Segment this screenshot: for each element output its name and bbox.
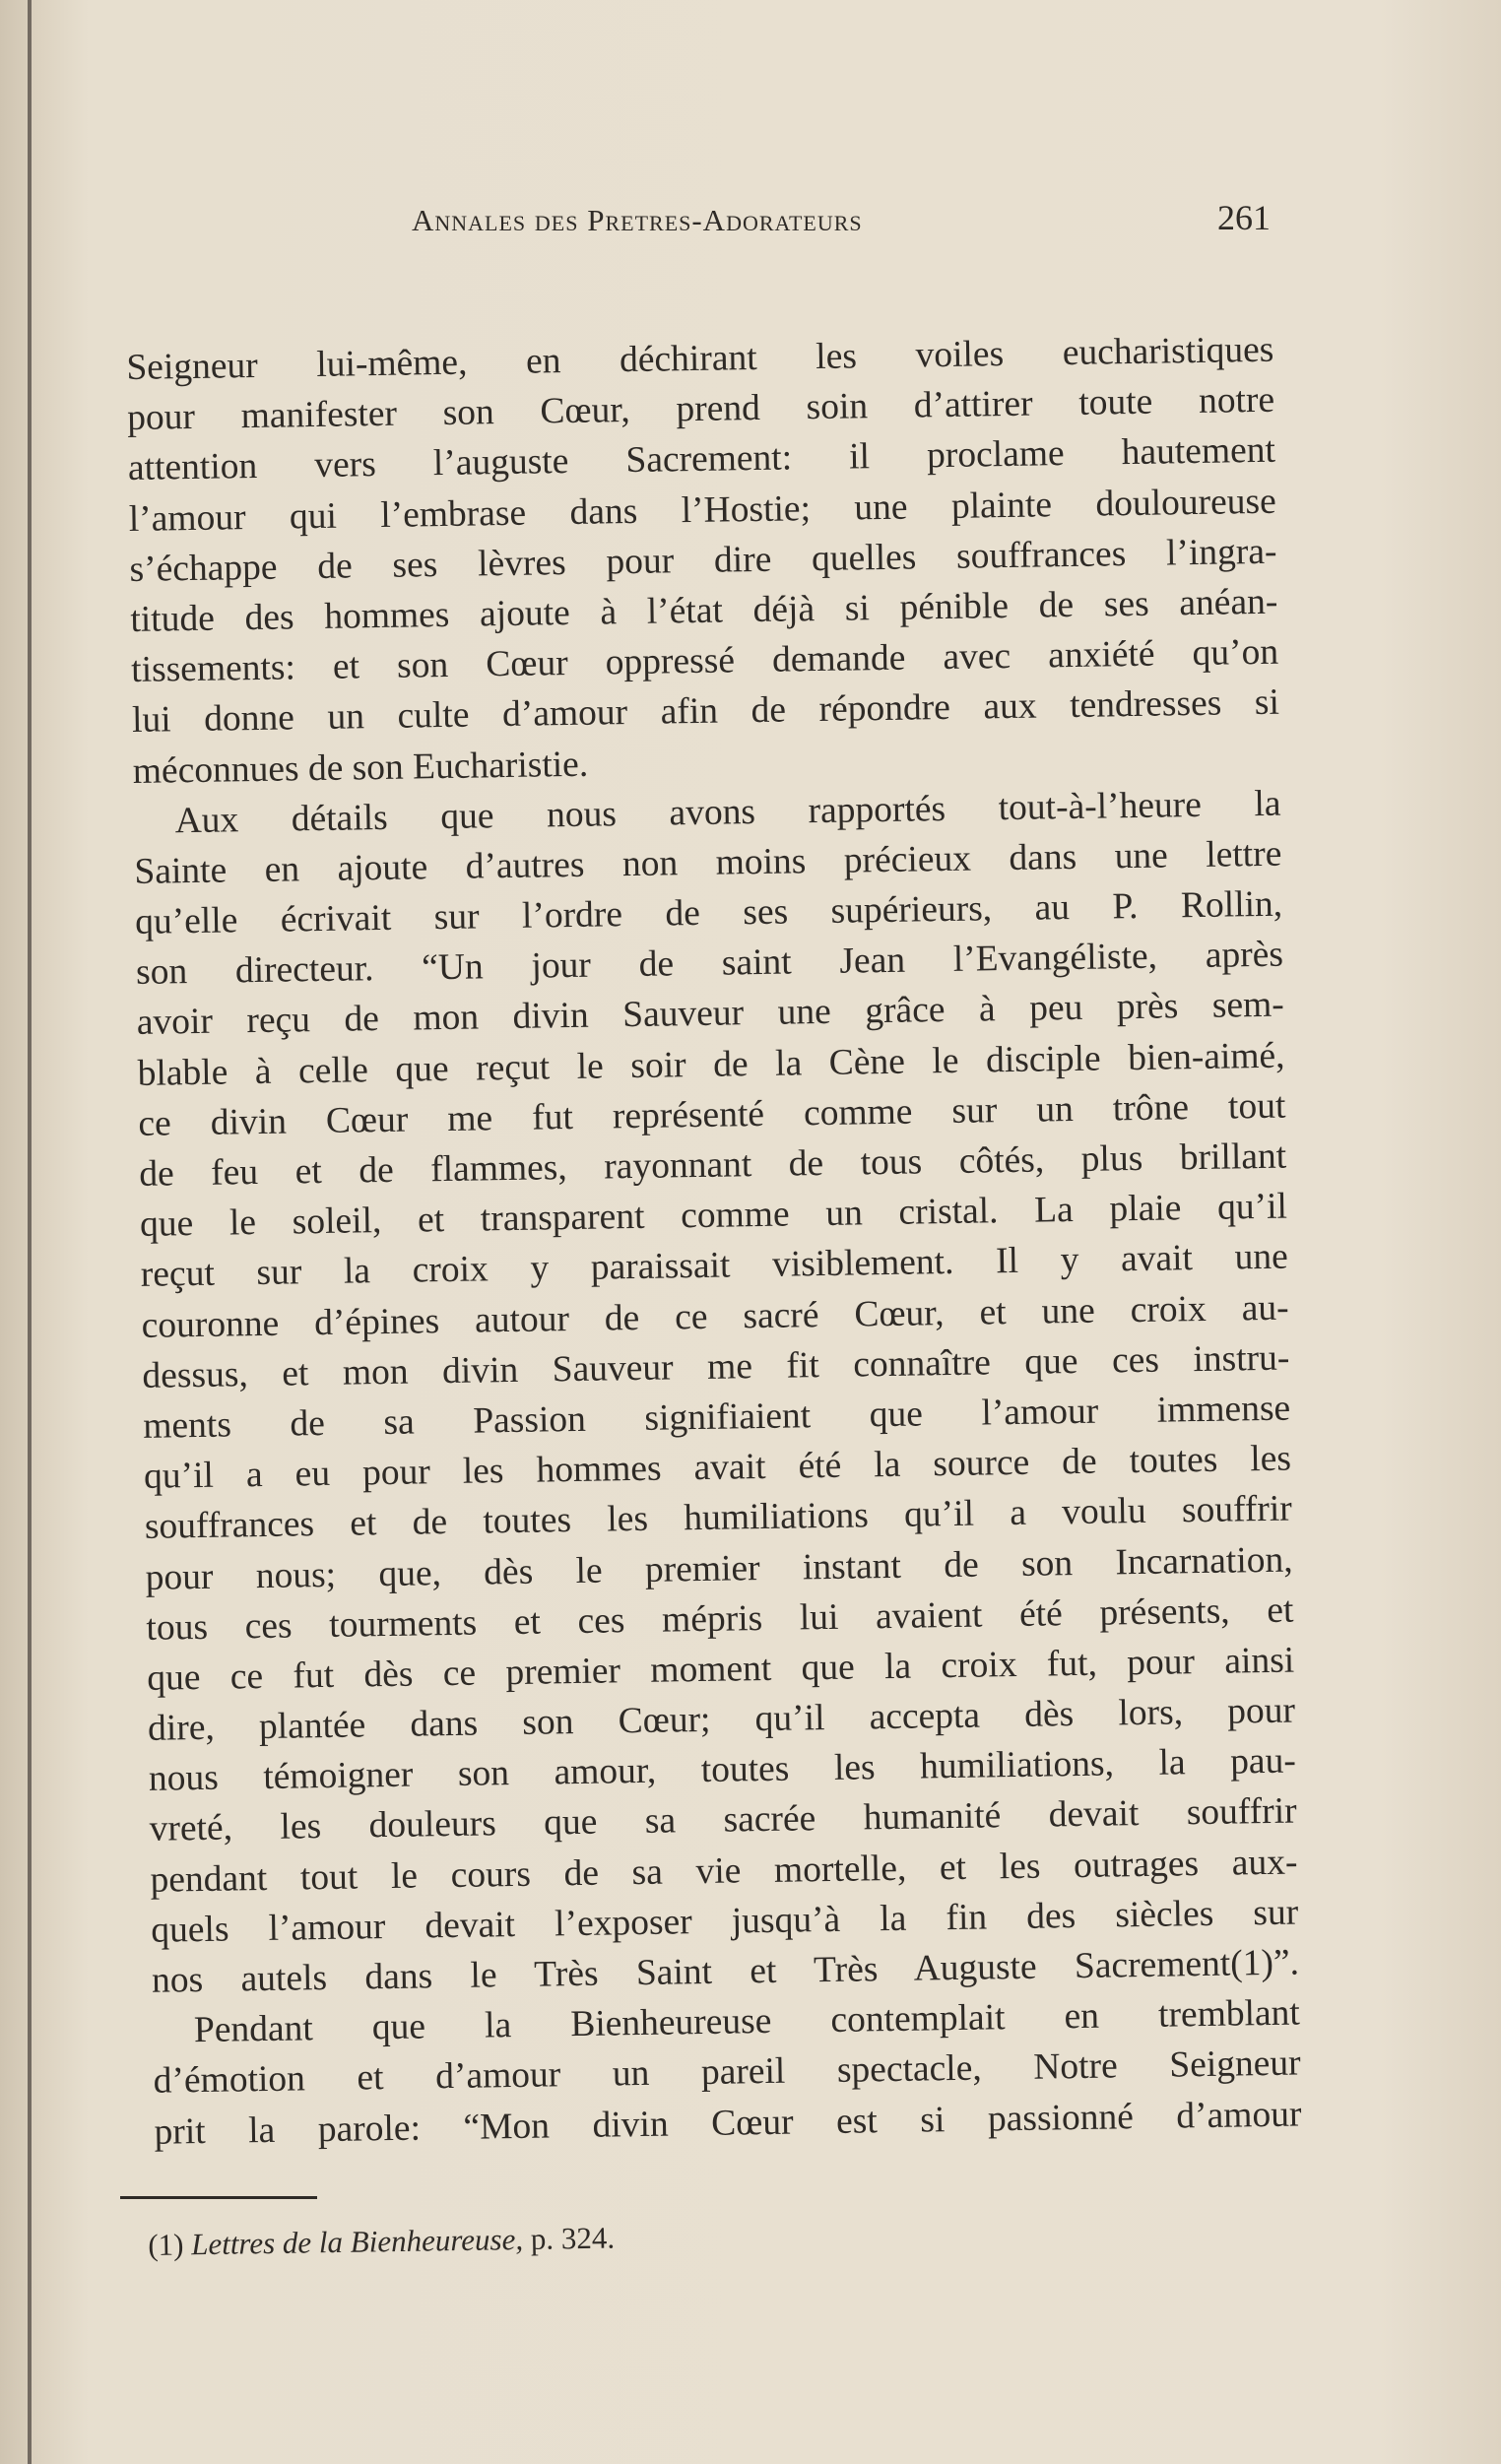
text-line: prit la parole: “Mon divin Cœur est si passionné d’amour: [154, 2094, 1302, 2153]
text-line: quels l’amour devait l’exposer jusqu’à la fin des siècles sur: [151, 1892, 1299, 1951]
text-line: méconnues de son Eucharistie.: [132, 744, 589, 792]
text-line: son directeur. “Un jour de saint Jean l’Evangéliste, après: [135, 934, 1284, 994]
footnote: [148, 2221, 615, 2263]
text-line: vreté, les douleurs que sa sacrée humanité devait souffrir: [149, 1790, 1297, 1850]
body-text: [126, 325, 1302, 2158]
text-line: Aux détails que nous avons rapportés tout-à-l’heure la: [174, 783, 1281, 841]
page-number: 261: [1217, 198, 1271, 237]
text-line: que le soleil, et transparent comme un cristal. La plaie qu’il: [139, 1186, 1288, 1246]
text-line: pour nous; que, dès le premier instant de son Incarnation,: [145, 1539, 1293, 1598]
text-line: tous ces tourments et ces mépris lui avaient été présents, et: [146, 1589, 1294, 1649]
text-line: l’amour qui l’embrase dans l’Hostie; une plainte douloureuse: [128, 481, 1276, 540]
text-line: ce divin Cœur me fut représenté comme sur un trône tout: [138, 1085, 1286, 1144]
footnote-divider: [120, 2196, 317, 2199]
text-line: de feu et de flammes, rayonnant de tous côtés, plus brillant: [138, 1135, 1287, 1195]
text-line: souffrances et de toutes les humiliations qu’il a voulu souffrir: [144, 1488, 1293, 1548]
footnote-marker: (1): [148, 2227, 184, 2262]
footnote-title: Lettres de la Bienheureuse,: [190, 2222, 524, 2262]
text-line: couronne d’épines autour de ce sacré Cœur, et une croix au-: [141, 1287, 1289, 1346]
text-line: attention vers l’auguste Sacrement: il proclame hautement: [127, 430, 1276, 489]
text-line: reçut sur la croix y paraissait visiblement. Il y avait une: [140, 1236, 1289, 1296]
text-line: d’émotion et d’amour un pareil spectacle, Notre Seigneur: [153, 2043, 1301, 2103]
text-line: pendant tout le cours de sa vie mortelle, et les outrages aux-: [150, 1842, 1298, 1901]
text-line: blable à celle que reçut le soir de la Cène le disciple bien-aimé,: [137, 1035, 1285, 1094]
text-line: qu’elle écrivait sur l’ordre de ses supérieurs, au P. Rollin,: [134, 883, 1283, 942]
text-line: ments de sa Passion signifiaient que l’amour immense: [142, 1388, 1291, 1447]
text-line: titude des hommes ajoute à l’état déjà si pénible de ses anéan-: [130, 581, 1278, 640]
text-line: Pendant que la Bienheureuse contemplait en tremblant: [193, 1992, 1301, 2051]
text-line: nos autels dans le Très Saint et Très Auguste Sacrement(1)”.: [151, 1942, 1300, 2001]
text-line: Seigneur lui-même, en déchirant les voiles eucharistiques: [126, 329, 1274, 388]
text-line: nous témoigner son amour, toutes les humiliations, la pau-: [148, 1740, 1297, 1800]
text-line: dire, plantée dans son Cœur; qu’il accepta dès lors, pour: [147, 1690, 1296, 1749]
text-line: pour manifester son Cœur, prend soin d’attirer toute notre: [126, 379, 1275, 439]
text-line: Sainte en ajoute d’autres non moins précieux dans une lettre: [134, 833, 1282, 892]
text-line: que ce fut dès ce premier moment que la croix fut, pour ainsi: [146, 1640, 1295, 1699]
text-line: qu’il a eu pour les hommes avait été la source de toutes les: [143, 1438, 1292, 1497]
text-line: s’échappe de ses lèvres pour dire quelles souffrances l’ingra-: [129, 531, 1277, 590]
text-line: lui donne un culte d’amour afin de répondre aux tendresses si: [131, 681, 1280, 742]
page-header: [412, 197, 1271, 246]
text-line: avoir reçu de mon divin Sauveur une grâce à peu près sem-: [136, 985, 1285, 1044]
text-line: dessus, et mon divin Sauveur me fit connaître que ces instru-: [142, 1337, 1290, 1396]
footnote-page: p. 324.: [530, 2220, 616, 2256]
text-line: tissements: et son Cœur oppressé demande avec anxiété qu’on: [130, 631, 1279, 691]
running-head: Annales des Pretres-Adorateurs: [412, 203, 863, 237]
page-binding-edge: [28, 0, 32, 2464]
